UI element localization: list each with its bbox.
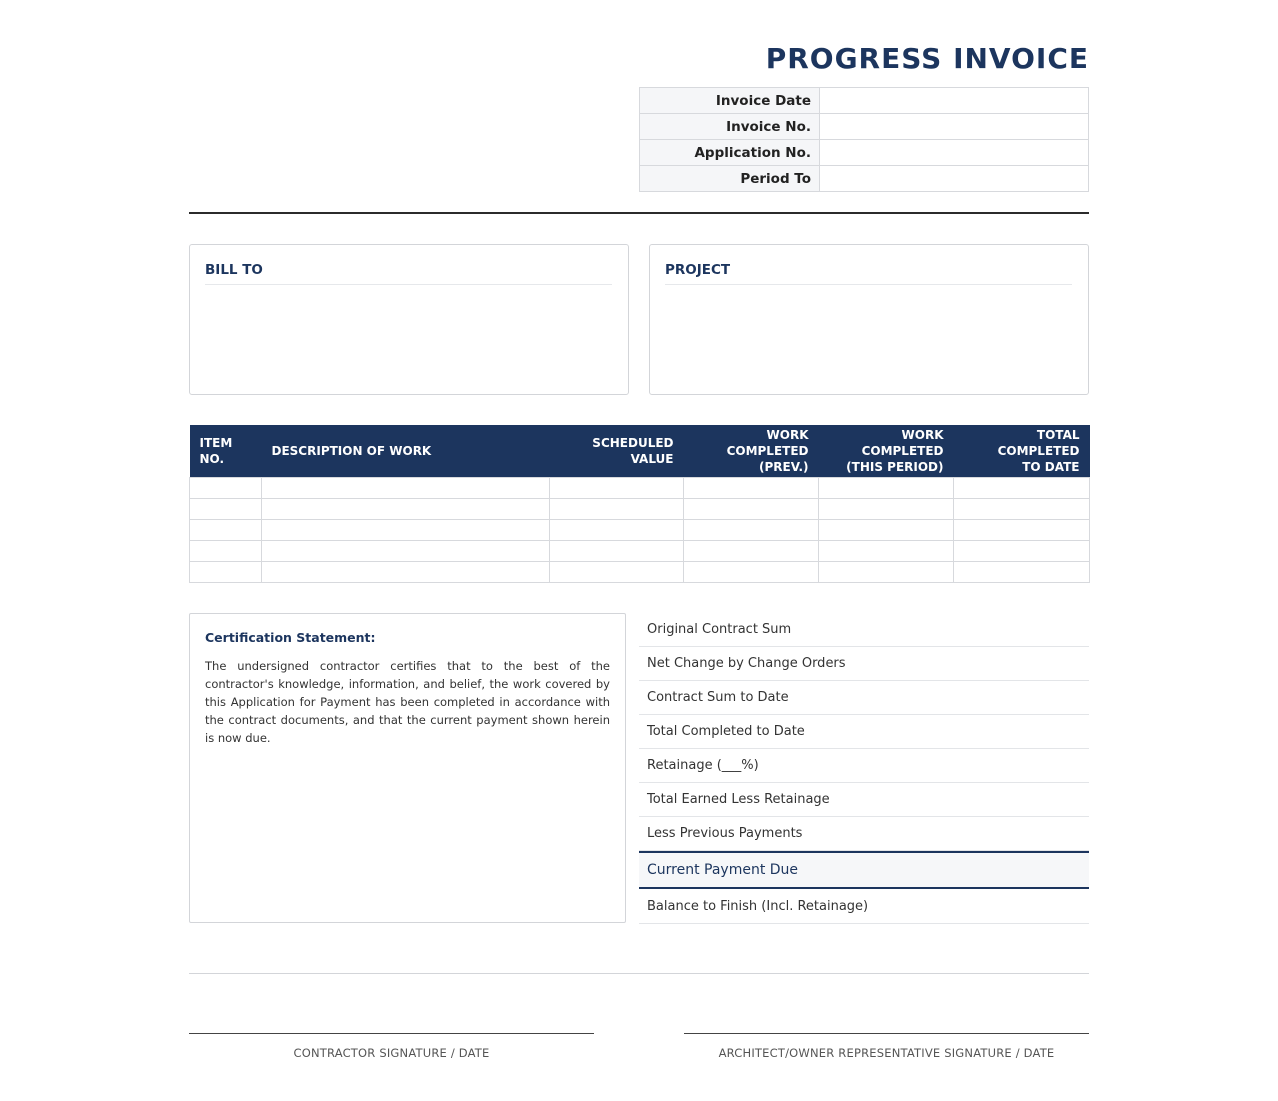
work-table-header bbox=[190, 425, 1090, 477]
table-cell[interactable] bbox=[550, 477, 684, 498]
bill-to-box[interactable] bbox=[189, 244, 629, 395]
table-cell[interactable] bbox=[954, 477, 1090, 498]
col-header-total-completed: TOTAL COMPLETED TO DATE bbox=[954, 425, 1090, 477]
architect-signature-line bbox=[684, 1033, 1089, 1034]
table-cell[interactable] bbox=[550, 519, 684, 540]
table-cell[interactable] bbox=[819, 498, 954, 519]
signature-divider bbox=[189, 973, 1089, 974]
contractor-signature[interactable] bbox=[189, 1033, 594, 1060]
invoice-date-label: Invoice Date bbox=[640, 88, 820, 114]
summary-row[interactable]: Total Completed to Date bbox=[639, 715, 1089, 749]
table-cell[interactable] bbox=[819, 519, 954, 540]
certification-box bbox=[189, 613, 626, 923]
project-box[interactable] bbox=[649, 244, 1089, 395]
work-table-body bbox=[190, 477, 1090, 582]
col-header-description: DESCRIPTION OF WORK bbox=[262, 425, 550, 477]
table-cell[interactable] bbox=[819, 561, 954, 582]
table-cell[interactable] bbox=[819, 477, 954, 498]
balance-to-finish-row[interactable]: Balance to Finish (Incl. Retainage) bbox=[639, 889, 1089, 924]
table-cell[interactable] bbox=[190, 561, 262, 582]
table-cell[interactable] bbox=[550, 540, 684, 561]
certification-text: The undersigned contractor certifies that to the best of the contractor's knowledge, information, and belief, the work covered by this Application for Payment has been completed in accordance with the contract documents, and that the current payment shown herein is now due. bbox=[205, 659, 610, 745]
table-cell[interactable] bbox=[684, 561, 819, 582]
table-cell[interactable] bbox=[684, 477, 819, 498]
table-cell[interactable] bbox=[262, 540, 550, 561]
architect-signature-label: ARCHITECT/OWNER REPRESENTATIVE SIGNATURE / DATE bbox=[718, 1046, 1055, 1060]
table-cell[interactable] bbox=[550, 498, 684, 519]
table-cell[interactable] bbox=[550, 561, 684, 582]
table-row bbox=[190, 540, 1090, 561]
work-table bbox=[189, 425, 1090, 583]
certification-title: Certification Statement: bbox=[205, 630, 376, 645]
table-cell[interactable] bbox=[954, 498, 1090, 519]
table-row bbox=[190, 519, 1090, 540]
project-heading: PROJECT bbox=[665, 262, 1072, 285]
period-to-field[interactable] bbox=[820, 166, 1089, 192]
invoice-date-field[interactable] bbox=[820, 88, 1089, 114]
invoice-meta-table bbox=[639, 87, 1089, 192]
meta-row-period-to bbox=[640, 166, 1089, 192]
summary-row[interactable]: Net Change by Change Orders bbox=[639, 647, 1089, 681]
application-no-label: Application No. bbox=[640, 140, 820, 166]
current-payment-due-row[interactable]: Current Payment Due bbox=[639, 851, 1089, 889]
summary-row[interactable]: Original Contract Sum bbox=[639, 613, 1089, 647]
table-cell[interactable] bbox=[684, 519, 819, 540]
meta-row-invoice-date bbox=[640, 88, 1089, 114]
col-header-scheduled-value: SCHEDULED VALUE bbox=[550, 425, 684, 477]
table-cell[interactable] bbox=[262, 498, 550, 519]
table-cell[interactable] bbox=[684, 540, 819, 561]
col-header-work-completed-prev: WORK COMPLETED (PREV.) bbox=[684, 425, 819, 477]
page-title: PROGRESS INVOICE bbox=[765, 42, 1089, 75]
meta-row-application-no bbox=[640, 140, 1089, 166]
meta-row-invoice-no bbox=[640, 114, 1089, 140]
application-no-field[interactable] bbox=[820, 140, 1089, 166]
col-header-work-completed-this-period: WORK COMPLETED (THIS PERIOD) bbox=[819, 425, 954, 477]
table-cell[interactable] bbox=[190, 519, 262, 540]
table-cell[interactable] bbox=[190, 498, 262, 519]
summary-row[interactable]: Retainage (___%) bbox=[639, 749, 1089, 783]
bill-to-heading: BILL TO bbox=[205, 262, 612, 285]
table-cell[interactable] bbox=[190, 540, 262, 561]
summary-row[interactable]: Total Earned Less Retainage bbox=[639, 783, 1089, 817]
table-cell[interactable] bbox=[262, 561, 550, 582]
table-row bbox=[190, 477, 1090, 498]
table-cell[interactable] bbox=[190, 477, 262, 498]
invoice-no-label: Invoice No. bbox=[640, 114, 820, 140]
table-cell[interactable] bbox=[954, 561, 1090, 582]
col-header-item-no: ITEM NO. bbox=[190, 425, 262, 477]
contractor-signature-line bbox=[189, 1033, 594, 1034]
table-cell[interactable] bbox=[954, 519, 1090, 540]
table-cell[interactable] bbox=[262, 519, 550, 540]
summary-row[interactable]: Less Previous Payments bbox=[639, 817, 1089, 851]
table-row bbox=[190, 498, 1090, 519]
header-divider bbox=[189, 212, 1089, 214]
invoice-no-field[interactable] bbox=[820, 114, 1089, 140]
table-cell[interactable] bbox=[954, 540, 1090, 561]
payment-summary bbox=[639, 613, 1089, 924]
table-cell[interactable] bbox=[819, 540, 954, 561]
summary-row[interactable]: Contract Sum to Date bbox=[639, 681, 1089, 715]
architect-signature[interactable] bbox=[684, 1033, 1089, 1060]
table-cell[interactable] bbox=[262, 477, 550, 498]
table-cell[interactable] bbox=[684, 498, 819, 519]
period-to-label: Period To bbox=[640, 166, 820, 192]
contractor-signature-label: CONTRACTOR SIGNATURE / DATE bbox=[293, 1046, 490, 1060]
table-row bbox=[190, 561, 1090, 582]
